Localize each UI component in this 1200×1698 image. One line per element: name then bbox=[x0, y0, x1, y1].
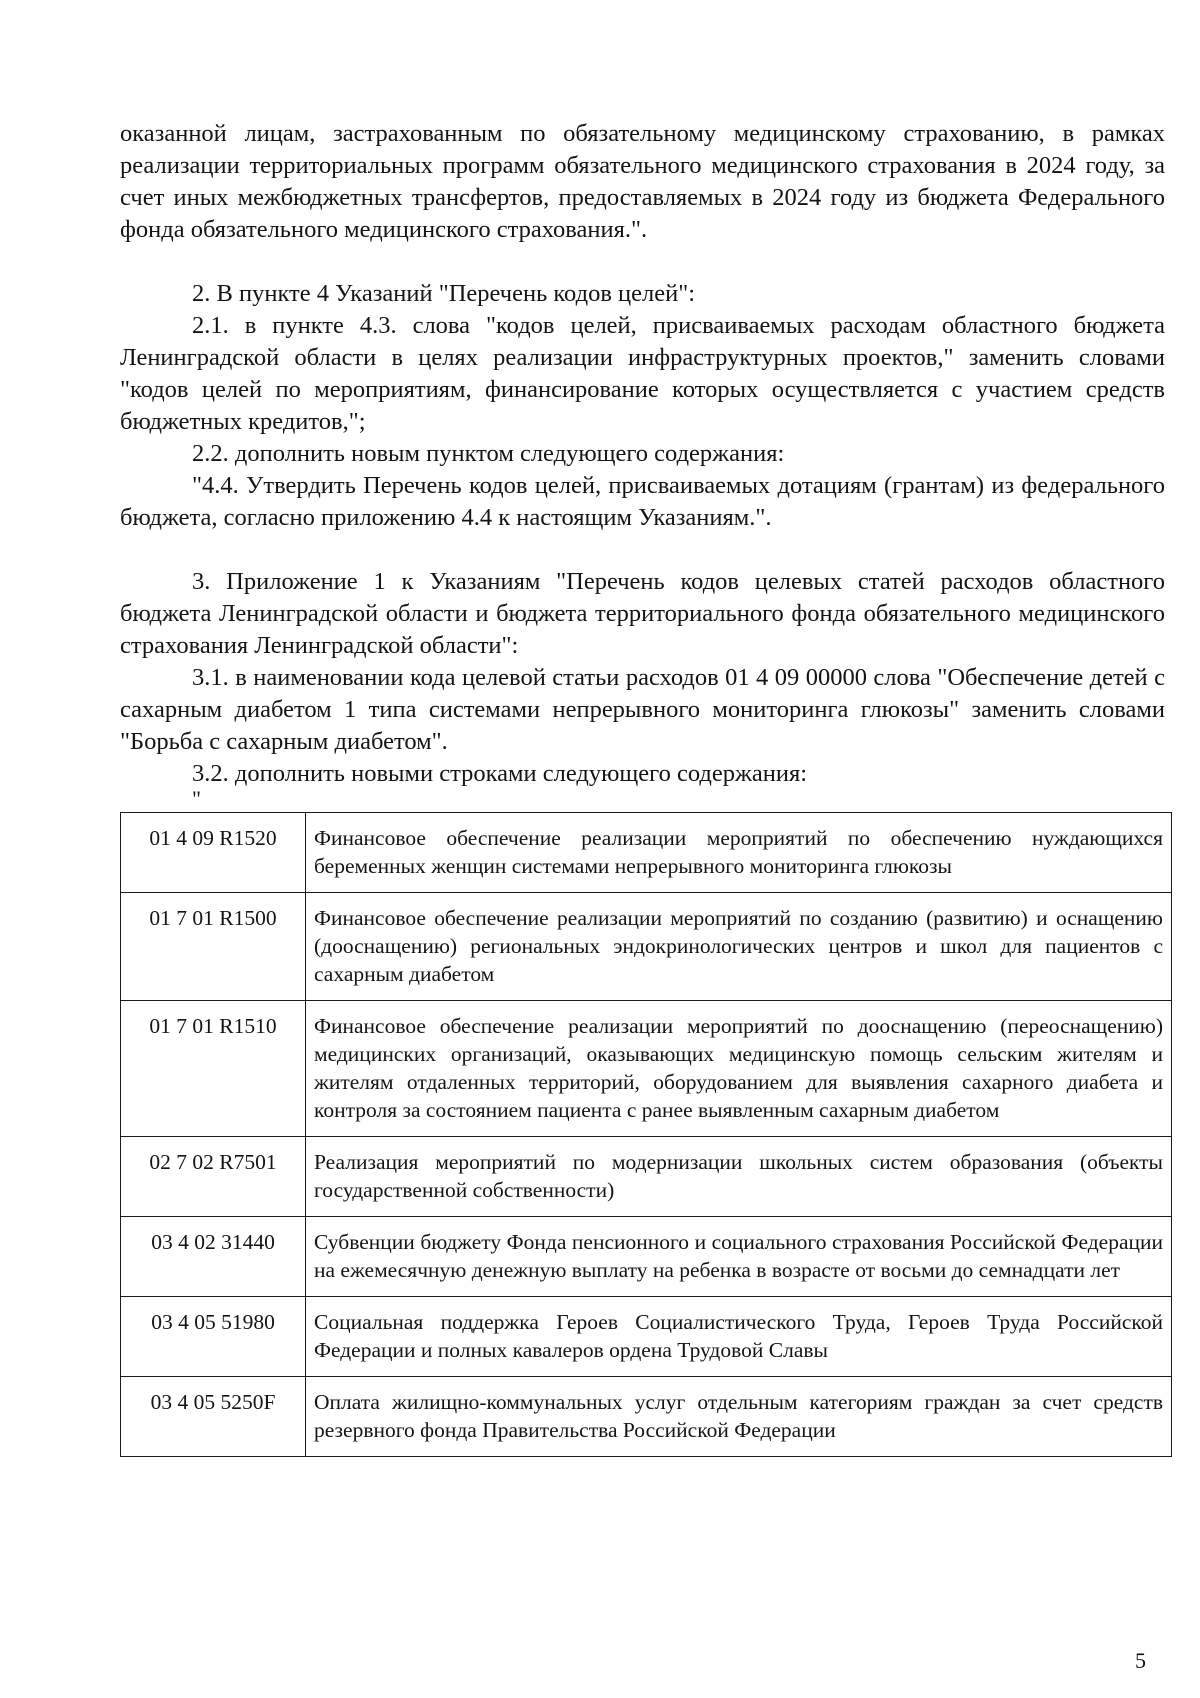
paragraph-item-4-4: "4.4. Утвердить Перечень кодов целей, присваиваемых дотациям (грантам) из федерального бюджета, согласно приложению 4.4 к настоящим Указаниям.". bbox=[120, 472, 1165, 531]
paragraph-gap bbox=[120, 246, 1165, 278]
code-cell: 01 4 09 R1520 bbox=[121, 813, 306, 893]
description-cell: Субвенции бюджету Фонда пенсионного и социального страхования Российской Федерации на ежемесячную денежную выплату на ребенка в возрасте от восьми до семнадцати лет bbox=[306, 1217, 1172, 1297]
code-cell: 01 7 01 R1500 bbox=[121, 893, 306, 1001]
table-row bbox=[121, 1001, 1172, 1137]
description-cell: Финансовое обеспечение реализации мероприятий по дооснащению (переоснащению) медицинских организаций, оказывающих медицинскую помощь сельским жителям и жителям отдаленных территорий, оборудованием для выявления сахарного диабета и контроля за состоянием пациента с ранее выявленным сахарным диабетом bbox=[306, 1001, 1172, 1137]
description-cell: Финансовое обеспечение реализации мероприятий по созданию (развитию) и оснащению (дооснащению) региональных эндокринологических центров и школ для пациентов с сахарным диабетом bbox=[306, 893, 1172, 1001]
paragraph-continuation: оказанной лицам, застрахованным по обязательному медицинскому страхованию, в рамках реализации территориальных программ обязательного медицинского страхования в 2024 году, за счет иных межбюджетных трансфертов, предоставляемых в 2024 году из бюджета Федерального фонда обязательного медицинского страхования.". bbox=[120, 120, 1165, 243]
paragraph-item-2: 2. В пункте 4 Указаний "Перечень кодов целей": bbox=[192, 280, 696, 307]
opening-quote: " bbox=[192, 786, 201, 811]
code-cell: 03 4 05 51980 bbox=[121, 1297, 306, 1377]
code-cell: 01 7 01 R1510 bbox=[121, 1001, 306, 1137]
table-row bbox=[121, 1217, 1172, 1297]
code-cell: 02 7 02 R7501 bbox=[121, 1137, 306, 1217]
table-row bbox=[121, 1297, 1172, 1377]
table-row bbox=[121, 1137, 1172, 1217]
page-number: 5 bbox=[1135, 1648, 1146, 1673]
code-cell: 03 4 05 5250F bbox=[121, 1377, 306, 1457]
paragraph-item-3-1: 3.1. в наименовании кода целевой статьи расходов 01 4 09 00000 слова "Обеспечение детей с сахарным диабетом 1 типа системами непрерывного мониторинга глюкозы" заменить словами "Борьба с сахарным диабетом". bbox=[120, 664, 1165, 755]
paragraph-item-2-2: 2.2. дополнить новым пунктом следующего содержания: bbox=[192, 440, 785, 467]
table-row bbox=[121, 893, 1172, 1001]
table-row bbox=[121, 1377, 1172, 1457]
paragraph-gap bbox=[120, 534, 1165, 566]
table-row bbox=[121, 813, 1172, 893]
paragraph-item-3-2: 3.2. дополнить новыми строками следующего содержания: bbox=[192, 760, 808, 787]
paragraph-item-3: 3. Приложение 1 к Указаниям "Перечень кодов целевых статей расходов областного бюджета Ленинградской области и бюджета территориального фонда обязательного медицинского страхования Ленинградской области": bbox=[120, 568, 1165, 659]
description-cell: Оплата жилищно-коммунальных услуг отдельным категориям граждан за счет средств резервного фонда Правительства Российской Федерации bbox=[306, 1377, 1172, 1457]
description-cell: Финансовое обеспечение реализации мероприятий по обеспечению нуждающихся беременных женщин системами непрерывного мониторинга глюкозы bbox=[306, 813, 1172, 893]
description-cell: Социальная поддержка Героев Социалистического Труда, Героев Труда Российской Федерации и полных кавалеров ордена Трудовой Славы bbox=[306, 1297, 1172, 1377]
document-body bbox=[120, 118, 1165, 1457]
codes-table bbox=[120, 812, 1172, 1457]
paragraph-item-2-1: 2.1. в пункте 4.3. слова "кодов целей, присваиваемых расходам областного бюджета Ленинградской области в целях реализации инфраструктурных проектов," заменить словами "кодов целей по мероприятиям, финансирование которых осуществляется с участием средств бюджетных кредитов,"; bbox=[120, 312, 1165, 435]
description-cell: Реализация мероприятий по модернизации школьных систем образования (объекты государственной собственности) bbox=[306, 1137, 1172, 1217]
code-cell: 03 4 02 31440 bbox=[121, 1217, 306, 1297]
